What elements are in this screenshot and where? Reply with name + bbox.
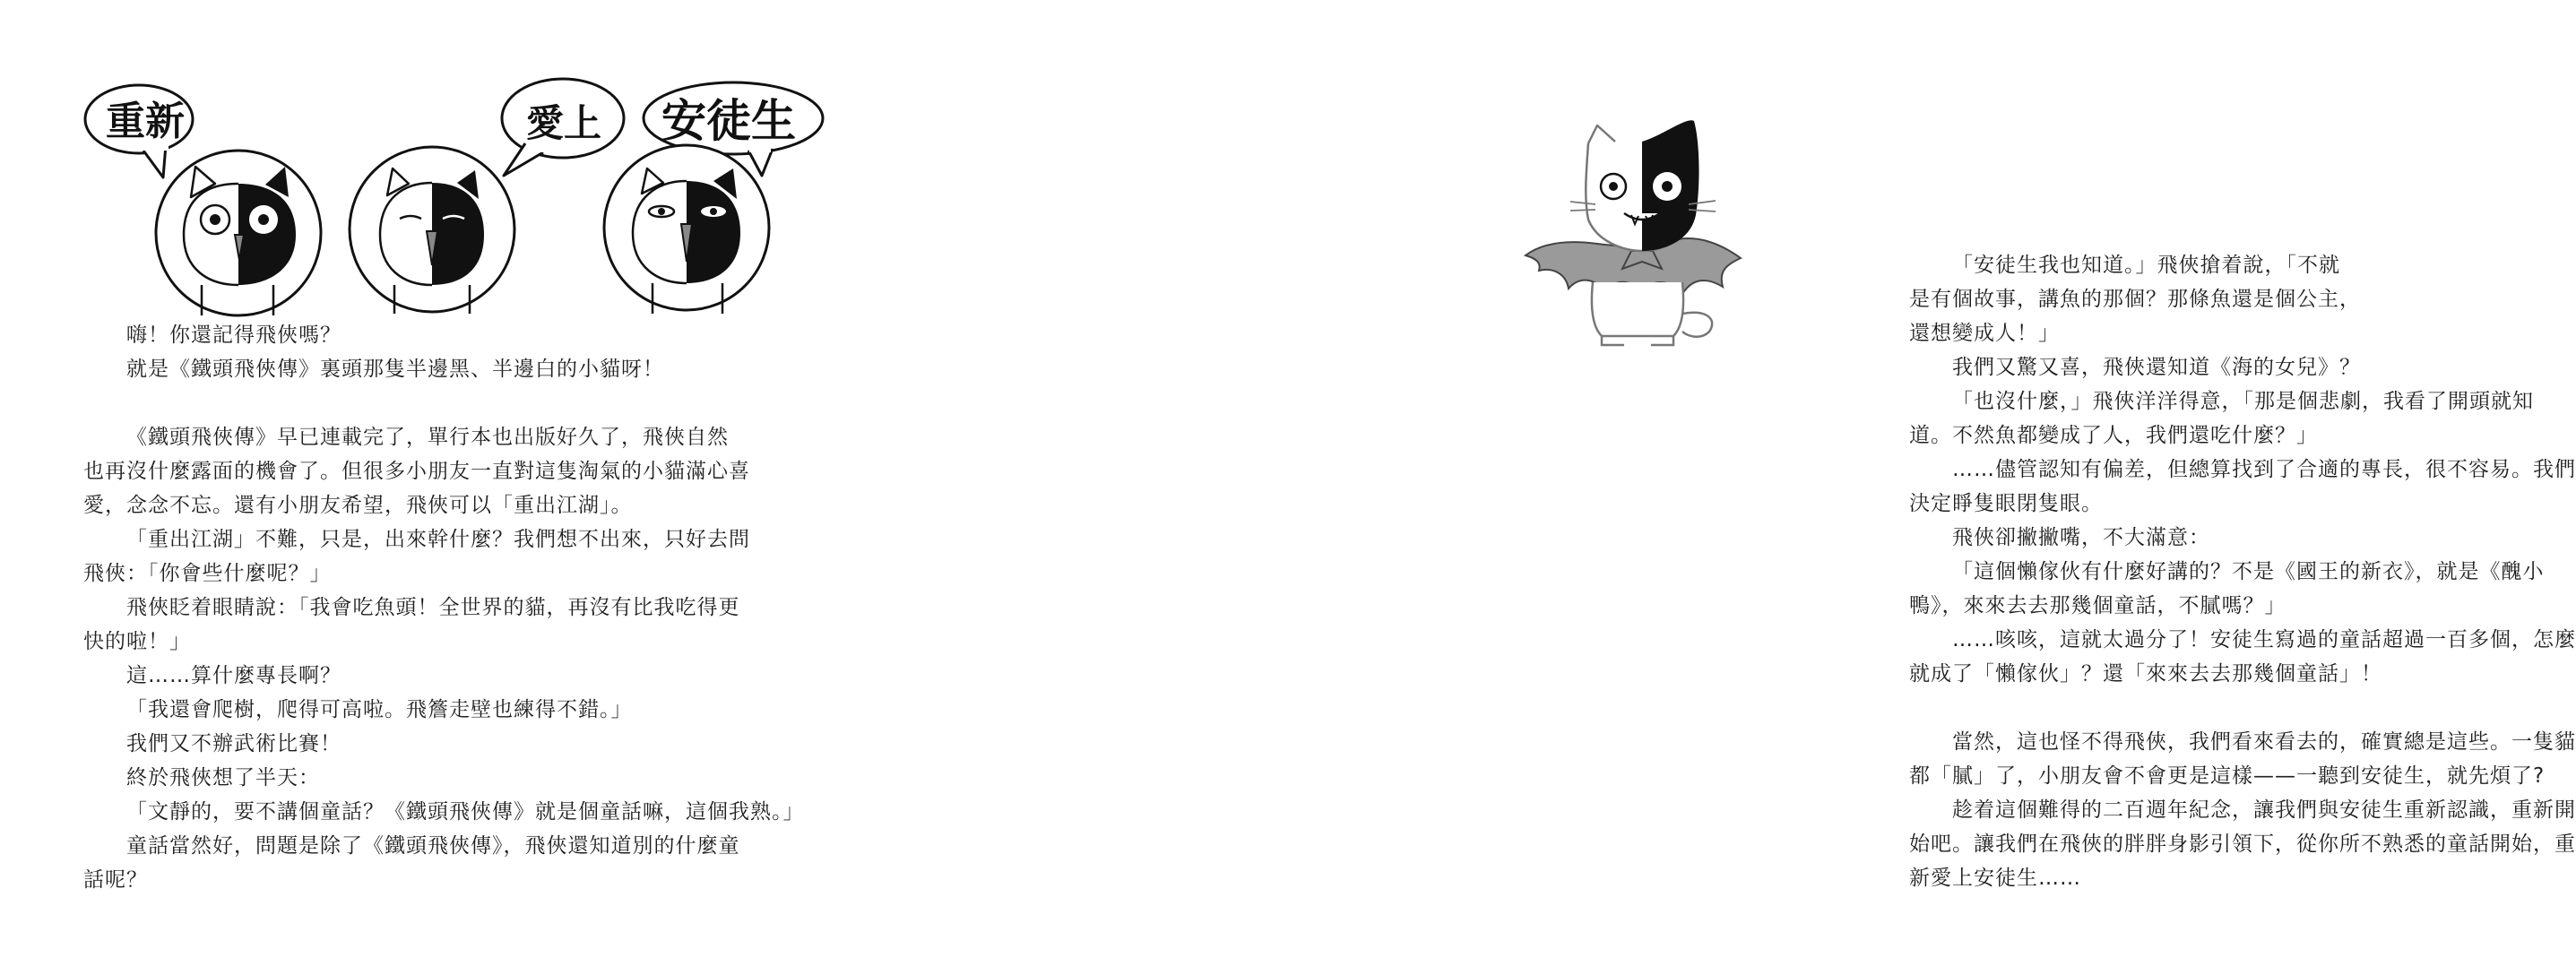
text-line: 當然，這也怪不得飛俠，我們看來看去的，確實總是這些。一隻貓 — [1952, 730, 2576, 754]
text-line: 「安徒生我也知道。」飛俠搶着說，「不就 — [1952, 254, 2340, 277]
text-line: 我們又驚又喜，飛俠還知道《海的女兒》？ — [1952, 356, 2361, 379]
right-page-text — [1909, 248, 2576, 895]
text-line: 鴨》，來來去去那幾個童話，不膩嗎？」 — [1909, 594, 2286, 617]
text-line: 就是《鐵頭飛俠傳》裏頭那隻半邊黑、半邊白的小貓呀！ — [126, 358, 664, 381]
text-line: 《鐵頭飛俠傳》早已連載完了，單行本也出版好久了，飛俠自然 — [126, 426, 729, 449]
title-word-1: 重新 — [106, 99, 185, 144]
text-line: 道。不然魚都變成了人，我們還吃什麼？」 — [1909, 424, 2318, 447]
text-line: ……儘管認知有偏差，但總算找到了合適的專長，很不容易。我們 — [1952, 458, 2576, 481]
text-line: 新愛上安徒生…… — [1909, 867, 2081, 890]
text-line: 趁着這個難得的二百週年紀念，讓我們與安徒生重新認識，重新開 — [1952, 798, 2576, 822]
text-line: 「也沒什麼，」飛俠洋洋得意，「那是個悲劇，我看了開頭就知 — [1952, 390, 2534, 413]
blank-line — [1952, 691, 2576, 725]
text-line: 這……算什麼專長啊？ — [126, 664, 341, 687]
caped-cat-illustration — [1517, 116, 1750, 349]
text-line: 就成了「懶傢伙」？還「來來去去那幾個童話」！ — [1909, 662, 2382, 686]
text-line: 話呢？ — [83, 868, 148, 892]
text-line: 飛俠：「你會些什麼呢？」 — [83, 562, 332, 585]
cat-head-surprised — [156, 151, 321, 315]
text-line: 是有個故事，講魚的那個？那條魚還是個公主， — [1909, 288, 2361, 311]
title-word-3: 安徒生 — [661, 95, 796, 147]
text-line: 「我還會爬樹，爬得可高啦。飛簷走壁也練得不錯。」 — [126, 698, 633, 721]
text-line: 我們又不辦武術比賽！ — [126, 732, 341, 755]
title-illustration — [0, 0, 907, 323]
title-word-2: 愛上 — [526, 101, 602, 145]
blank-line — [126, 386, 805, 420]
text-line: 也再沒什麼露面的機會了。但很多小朋友一直對這隻淘氣的小貓滿心喜 — [83, 460, 750, 483]
text-line: 終於飛俠想了半天： — [126, 766, 320, 789]
text-line: 愛，念念不忘。還有小朋友希望，飛俠可以「重出江湖」。 — [83, 494, 633, 517]
text-line: 「這個懶傢伙有什麼好講的？不是《國王的新衣》，就是《醜小 — [1952, 560, 2545, 583]
cat-head-smug — [604, 145, 769, 314]
text-line: 飛俠卻撇撇嘴，不大滿意： — [1952, 526, 2210, 549]
text-line: 飛俠眨着眼睛說：「我會吃魚頭！全世界的貓，再沒有比我吃得更 — [126, 596, 740, 619]
text-line: 還想變成人！」 — [1909, 322, 2060, 345]
text-line: 都「膩」了，小朋友會不會更是這樣——一聽到安徒生，就先煩了? — [1909, 764, 2546, 788]
text-line: 「重出江湖」不難，只是，出來幹什麼？我們想不出來，只好去問 — [126, 528, 750, 551]
text-line: 童話當然好，問題是除了《鐵頭飛俠傳》，飛俠還知道別的什麼童 — [126, 834, 740, 858]
text-line: 嗨！你還記得飛俠嗎？ — [126, 324, 341, 347]
speech-bubble-2 — [502, 79, 624, 176]
right-page — [907, 0, 2576, 975]
text-line: ……咳咳，這就太過分了！安徒生寫過的童話超過一百多個，怎麼 — [1952, 628, 2576, 651]
left-page — [0, 0, 907, 975]
text-line: 快的啦！」 — [83, 630, 191, 653]
cat-head-sleepy — [350, 147, 514, 314]
text-line: 始吧。讓我們在飛俠的胖胖身影引領下，從你所不熟悉的童話開始，重 — [1909, 833, 2576, 856]
left-page-text — [83, 318, 805, 897]
text-line: 「文靜的，要不講個童話？《鐵頭飛俠傳》就是個童話嘛，這個我熟。」 — [126, 800, 805, 824]
text-line: 決定睜隻眼閉隻眼。 — [1909, 492, 2103, 515]
